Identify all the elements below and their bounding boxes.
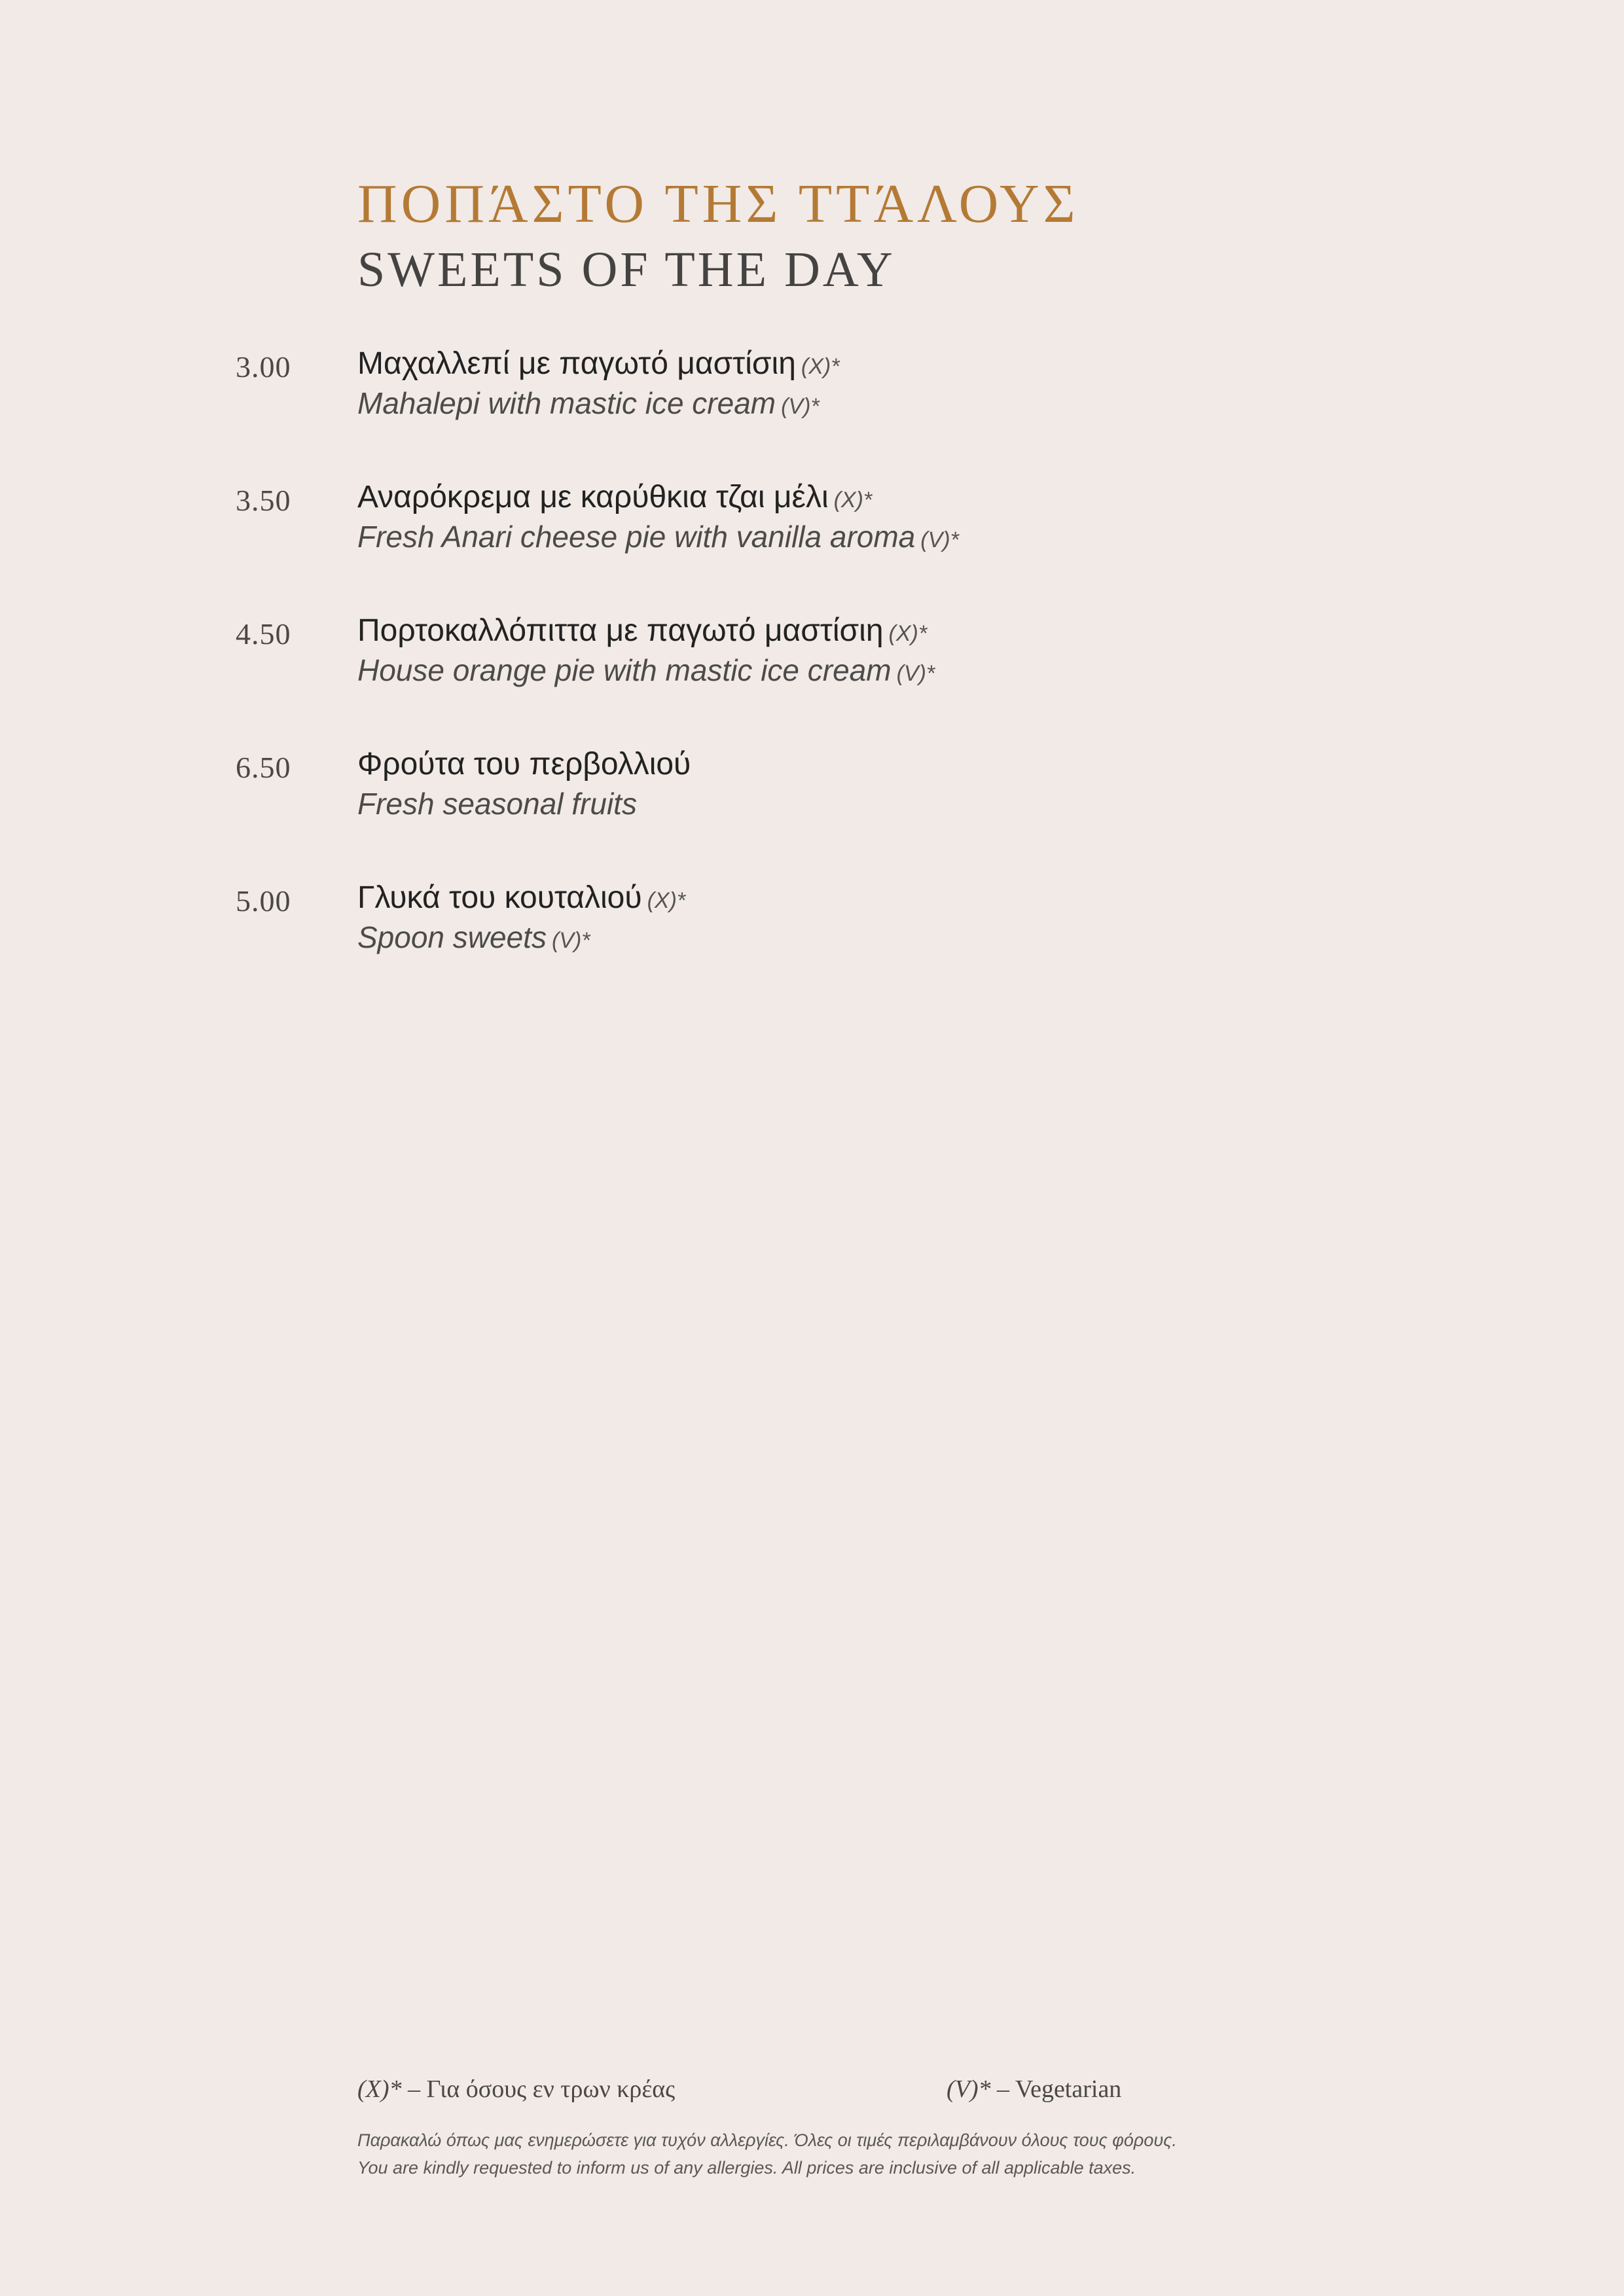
item-name-greek-text: Μαχαλλεπί με παγωτό μαστίσιη: [357, 346, 796, 381]
item-name-english-text: Spoon sweets: [357, 920, 547, 954]
menu-header: [357, 171, 1079, 302]
item-name-english: [357, 385, 839, 425]
item-name-greek: [357, 880, 685, 919]
item-name-greek: [357, 346, 839, 385]
item-name-english-text: House orange pie with mastic ice cream: [357, 653, 892, 687]
menu-item: [0, 746, 1624, 838]
menu-item: [0, 346, 1624, 437]
item-price: 4.50: [236, 617, 291, 651]
section-title-english: SWEETS OF THE DAY: [357, 242, 895, 297]
section-title-greek: ΠΟΠΆΣΤΟ ΤΗΣ ΤΤΆΛΟΥΣ: [357, 173, 1079, 234]
item-name-greek: [357, 479, 959, 518]
item-price: 6.50: [236, 751, 291, 784]
menu-item: [0, 880, 1624, 971]
legend-meat-symbol: (X)*: [357, 2075, 402, 2103]
item-price: 5.00: [236, 884, 291, 918]
item-text: [357, 346, 839, 425]
item-name-greek-text: Πορτοκαλλόπιττα με παγωτό μαστίσιη: [357, 613, 884, 648]
item-name-english: [357, 652, 935, 692]
item-text: [357, 746, 696, 825]
legend-meat-text: – Για όσους εν τρων κρέας: [401, 2075, 676, 2103]
item-name-greek: [357, 613, 935, 652]
item-name-greek-text: Γλυκά του κουταλιού: [357, 880, 642, 915]
footnote-english: You are kindly requested to inform us of any allergies. All prices are inclusive of all applicable taxes.: [357, 2158, 1136, 2178]
vegetarian-tag: (V)*: [920, 528, 959, 552]
item-text: [357, 479, 959, 558]
menu-item: [0, 479, 1624, 571]
item-name-english: [357, 518, 959, 558]
item-name-english-text: Mahalepi with mastic ice cream: [357, 386, 776, 420]
item-name-english: [357, 919, 685, 959]
vegetarian-tag: (V)*: [551, 928, 590, 953]
item-price: 3.50: [236, 484, 291, 517]
item-text: [357, 880, 685, 959]
meat-tag: (X)*: [888, 621, 928, 646]
meat-tag: (X)*: [647, 888, 686, 913]
item-price: 3.00: [236, 350, 291, 384]
vegetarian-tag: (V)*: [781, 394, 820, 419]
legend-meat: [357, 2075, 675, 2104]
menu-item: [0, 613, 1624, 704]
footnote-greek: Παρακαλώ όπως μας ενημερώσετε για τυχόν αλλεργίες. Όλες οι τιμές περιλαμβάνουν όλους τους φόρους.: [357, 2130, 1177, 2150]
item-name-greek-text: Φρούτα του περβολλιού: [357, 747, 691, 781]
legend-vegetarian: [947, 2075, 1121, 2104]
item-name-english-text: Fresh Anari cheese pie with vanilla aroma: [357, 520, 916, 554]
item-name-english: [357, 785, 696, 825]
meat-tag: (X)*: [833, 488, 873, 512]
item-name-greek-text: Αναρόκρεμα με καρύθκια τζαι μέλι: [357, 480, 829, 514]
vegetarian-tag: (V)*: [896, 661, 935, 686]
meat-tag: (X)*: [801, 354, 840, 379]
item-text: [357, 613, 935, 692]
legend-vegetarian-text: – Vegetarian: [990, 2075, 1122, 2103]
item-name-english-text: Fresh seasonal fruits: [357, 787, 637, 821]
legend-vegetarian-symbol: (V)*: [947, 2075, 991, 2103]
item-name-greek: [357, 746, 696, 785]
